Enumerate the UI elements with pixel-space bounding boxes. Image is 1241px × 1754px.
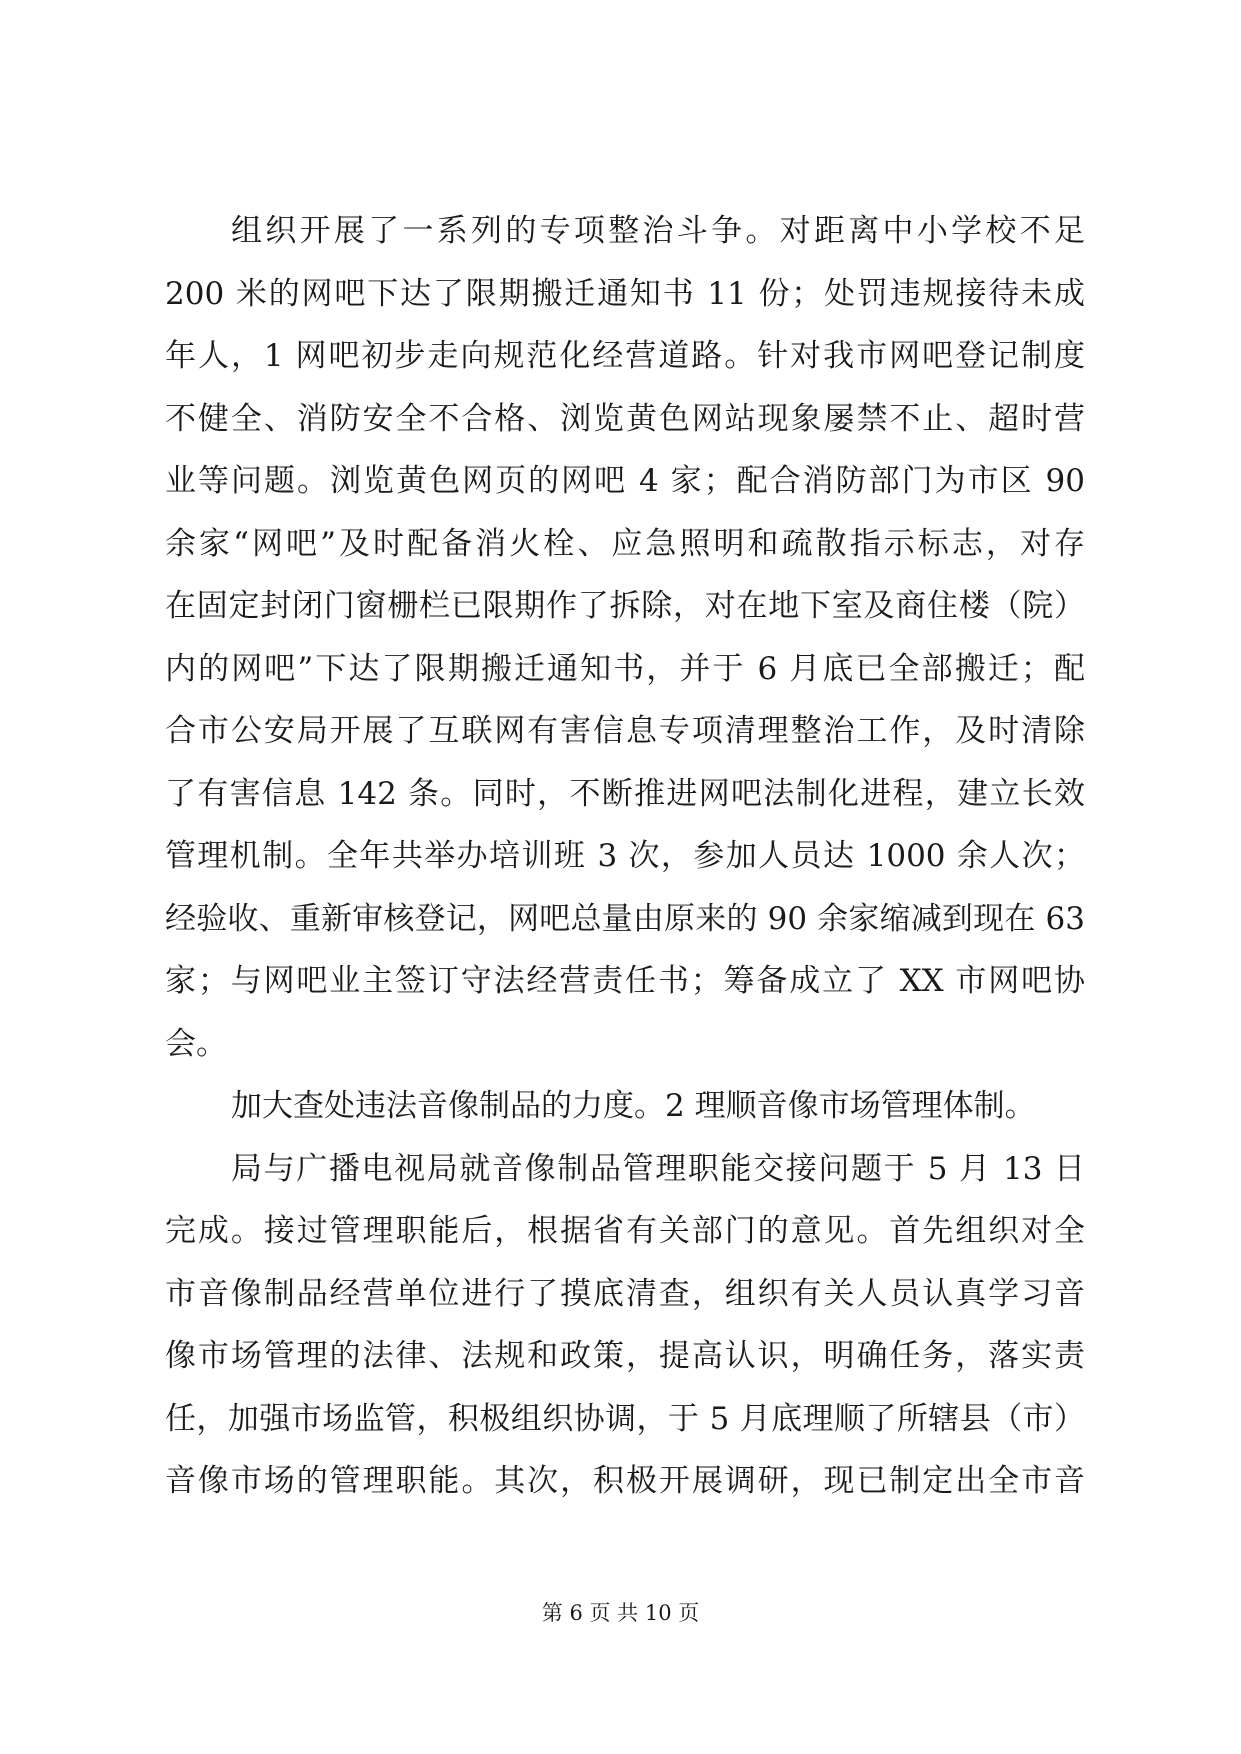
paragraph-1-line-12: 经验收、重新审核登记，网吧总量由原来的 90 余家缩减到现在 63 [165, 900, 1085, 937]
paragraph-3-line-3: 市音像制品经营单位进行了摸底清查，组织有关人员认真学习音 [165, 1275, 1085, 1312]
paragraph-1-line-10: 了有害信息 142 条。同时，不断推进网吧法制化进程，建立长效 [165, 775, 1085, 812]
paragraph-1-line-11: 管理机制。全年共举办培训班 3 次，参加人员达 1000 余人次； [165, 838, 1085, 874]
paragraph-1-line-6: 余家“网吧”及时配备消火栓、应急照明和疏散指示标志，对存 [165, 525, 1085, 562]
paragraph-1-line-3: 年人，1 网吧初步走向规范化经营道路。针对我市网吧登记制度 [165, 338, 1085, 374]
paragraph-1-line-14: 会。 [165, 1025, 227, 1062]
document-body [165, 200, 1085, 1513]
paragraph-1-line-13: 家；与网吧业主签订守法经营责任书；筹备成立了 XX 市网吧协 [165, 963, 1085, 999]
paragraph-1-line-5: 业等问题。浏览黄色网页的网吧 4 家；配合消防部门为市区 90 [165, 463, 1085, 499]
paragraph-1-line-2: 200 米的网吧下达了限期搬迁通知书 11 份；处罚违规接待未成 [165, 275, 1085, 312]
paragraph-1-line-8: 内的网吧”下达了限期搬迁通知书，并于 6 月底已全部搬迁；配 [165, 650, 1085, 687]
paragraph-3-line-5: 任，加强市场监管，积极组织协调，于 5 月底理顺了所辖县（市） [165, 1400, 1085, 1437]
paragraph-3-line-2: 完成。接过管理职能后，根据省有关部门的意见。首先组织对全 [165, 1213, 1085, 1249]
paragraph-1-line-9: 合市公安局开展了互联网有害信息专项清理整治工作，及时清除 [165, 713, 1085, 749]
paragraph-3-line-6: 音像市场的管理职能。其次，积极开展调研，现已制定出全市音 [165, 1463, 1085, 1499]
paragraph-2-line-1: 加大查处违法音像制品的力度。2 理顺音像市场管理体制。 [231, 1088, 1036, 1124]
paragraph-1-line-4: 不健全、消防安全不合格、浏览黄色网站现象屡禁不止、超时营 [165, 400, 1085, 437]
paragraph-3-line-1: 局与广播电视局就音像制品管理职能交接问题于 5 月 13 日 [231, 1150, 1085, 1187]
page-number-footer: 第 6 页 共 10 页 [541, 1601, 700, 1625]
paragraph-3-line-4: 像市场管理的法律、法规和政策，提高认识，明确任务，落实责 [165, 1338, 1085, 1374]
paragraph-1-line-7: 在固定封闭门窗栅栏已限期作了拆除，对在地下室及商住楼（院） [165, 588, 1085, 624]
paragraph-1-line-1: 组织开展了一系列的专项整治斗争。对距离中小学校不足 [231, 213, 1085, 249]
